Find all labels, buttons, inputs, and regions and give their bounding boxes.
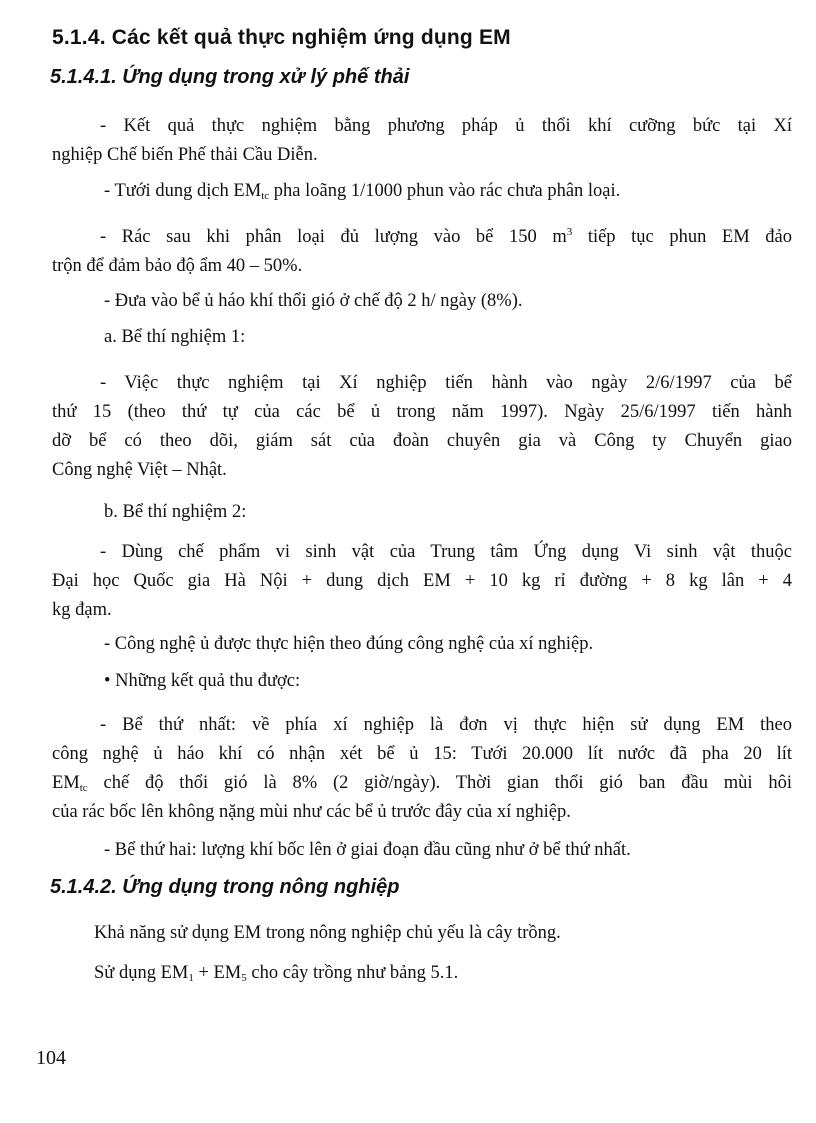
paragraph-line: - Đưa vào bể ủ háo khí thổi gió ở chế độ 2 h/ ngày (8%). bbox=[104, 291, 523, 311]
paragraph-line: của rác bốc lên không nặng mùi như các bể ủ trước đây của xí nghiệp. bbox=[52, 802, 571, 822]
paragraph bbox=[52, 323, 792, 352]
paragraph bbox=[52, 223, 792, 281]
paragraph-line: - Rác sau khi phân loại đủ lượng vào bể 150 $m^3$ tiếp tục phun EM đảo bbox=[100, 226, 792, 247]
paragraph-line: Công nghệ Việt – Nhật. bbox=[52, 460, 227, 480]
paragraph-line: • Những kết quả thu được: bbox=[104, 671, 301, 691]
paragraph-line: b. Bể thí nghiệm 2: bbox=[104, 502, 247, 522]
paragraph bbox=[52, 630, 792, 659]
paragraph-line: - Tưới dung dịch $EM_{tc}$ pha loãng 1/1000 phun vào rác chưa phân loại. bbox=[104, 181, 621, 202]
paragraph-line: thứ 15 (theo thứ tự của các bể ủ trong năm 1997). Ngày 25/6/1997 tiến hành bbox=[52, 402, 792, 422]
paragraph bbox=[52, 369, 792, 485]
paragraph-line: Sử dụng $EM_1 + EM_5$ cho cây trồng như bảng 5.1. bbox=[94, 963, 459, 984]
paragraph-line: - Dùng chế phẩm vi sinh vật của Trung tâm Ứng dụng Vi sinh vật thuộc bbox=[100, 542, 792, 562]
paragraph bbox=[52, 287, 792, 316]
paragraph-line: - Việc thực nghiệm tại Xí nghiệp tiến hành vào ngày 2/6/1997 của bể bbox=[100, 373, 792, 393]
paragraph-line: trộn để đảm bảo độ ẩm 40 – 50%. bbox=[52, 256, 303, 276]
paragraph-line: nghiệp Chế biến Phế thải Cầu Diễn. bbox=[52, 145, 318, 165]
paragraph bbox=[52, 959, 792, 988]
waste-treatment-text bbox=[52, 112, 792, 170]
paragraph bbox=[52, 836, 792, 865]
paragraph bbox=[52, 667, 792, 696]
paragraph bbox=[52, 711, 792, 827]
subsection-heading-agriculture: 5.1.4.2. Ứng dụng trong nông nghiệp bbox=[50, 876, 400, 898]
paragraph-line: kg đạm. bbox=[52, 600, 112, 620]
paragraph-line: $EM_{tc}$ chế độ thổi gió là 8% (2 giờ/ngày). Thời gian thổi gió ban đầu mùi hôi bbox=[52, 773, 792, 794]
paragraph-line: Đại học Quốc gia Hà Nội + dung dịch EM + 10 kg rỉ đường + 8 kg lân + 4 bbox=[52, 571, 792, 591]
paragraph bbox=[52, 498, 792, 527]
paragraph bbox=[52, 919, 792, 948]
paragraph-line: Khả năng sử dụng EM trong nông nghiệp chủ yếu là cây trồng. bbox=[94, 923, 561, 943]
page-number: 104 bbox=[36, 1047, 66, 1069]
paragraph-line: - Kết quả thực nghiệm bằng phương pháp ủ thổi khí cưỡng bức tại Xí bbox=[100, 116, 792, 136]
section-heading: 5.1.4. Các kết quả thực nghiệm ứng dụng EM bbox=[52, 26, 511, 49]
subsection-heading-waste: 5.1.4.1. Ứng dụng trong xử lý phế thải bbox=[50, 66, 410, 88]
paragraph-line: công nghệ ủ háo khí có nhận xét bể ủ 15: Tưới 20.000 lít nước đã pha 20 lít bbox=[52, 744, 792, 764]
paragraph bbox=[52, 177, 792, 206]
paragraph-line: - Bể thứ hai: lượng khí bốc lên ở giai đoạn đầu cũng như ở bể thứ nhất. bbox=[104, 840, 631, 860]
paragraph bbox=[52, 538, 792, 625]
paragraph-line: dỡ bể có theo dõi, giám sát của đoàn chuyên gia và Công ty Chuyển giao bbox=[52, 431, 792, 451]
paragraph-line: - Bể thứ nhất: về phía xí nghiệp là đơn vị thực hiện sử dụng EM theo bbox=[100, 715, 792, 735]
paragraph-line: a. Bể thí nghiệm 1: bbox=[104, 327, 246, 347]
paragraph-line: - Công nghệ ủ được thực hiện theo đúng công nghệ của xí nghiệp. bbox=[104, 634, 594, 654]
